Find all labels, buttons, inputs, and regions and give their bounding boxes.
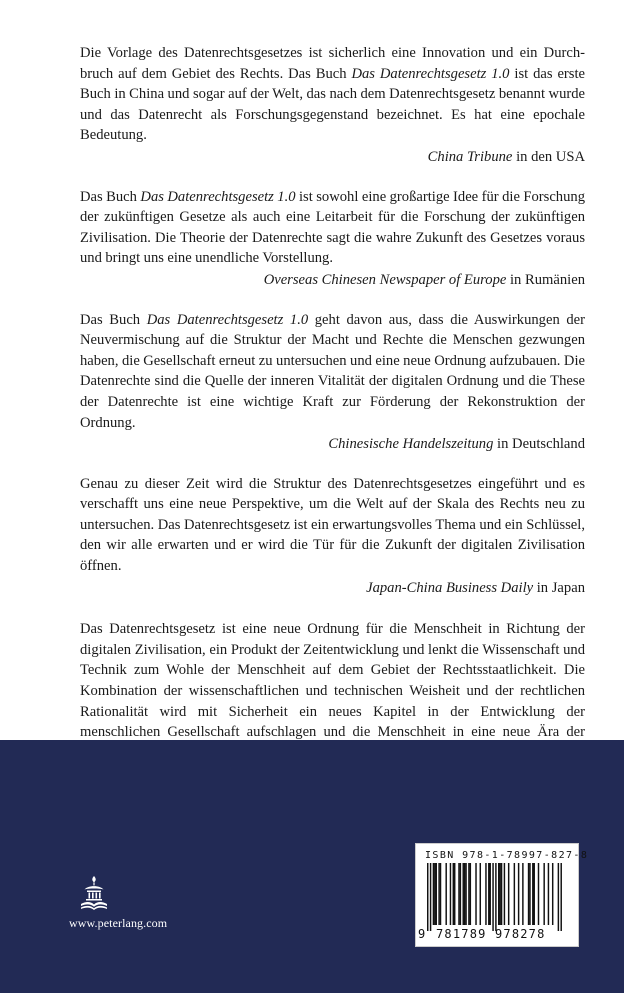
barcode-bar	[450, 863, 451, 925]
barcode-guard-bar	[558, 863, 559, 931]
review-quote: Die Vorlage des Datenrechtsgesetzes ist sicherlich eine Innovation und ein Durchbruch auf dem Gebiet des Rechts. Das Buch Das Datenrechtsgesetz 1.0 ist das erste Buch in China und sogar auf der Welt, das nach dem Datenrechtsgesetz benannt wurde und das Datenrecht als Forschungsgegenstand bezeichnet. Es hat eine epochale Bedeutung.	[80, 45, 585, 144]
barcode-bar	[489, 863, 490, 925]
barcode-bar	[440, 863, 441, 925]
barcode-bar	[504, 863, 505, 925]
barcode-guard-bar	[492, 863, 493, 931]
review-source-title: China Tribune	[427, 148, 513, 165]
website-url[interactable]: www.peterlang.com	[69, 916, 168, 930]
review-source	[80, 578, 585, 599]
barcode-bar	[522, 863, 523, 925]
review-quote: Das Buch Das Datenrechtsgesetz 1.0 ist sowohl eine großartige Idee für die Forschung der zukünftigen Gesetze als auch eine Leitarbeit für die Forschung der zukünftigen Zivilisation. Die Theorie der Datenrechte sagt die wahre Zukunft des Gesetzes voraus und bringt uns eine unendliche Vorstellung.	[80, 188, 585, 267]
barcode-bar	[468, 863, 469, 925]
review-quote: Genau zu dieser Zeit wird die Struktur des Datenrechtsgesetzes eingeführt und es verschafft uns eine neue Perspektive, um die Welt auf der Skala des Rechts neu zu untersuchen. Das Datenrechtsgesetz ist ein erwartungsvolles Thema und ein Schlüssel, den wir alle erwarten und er wird die Tür für die Zukunft der digitalen Zivilisation öffnen.	[80, 475, 585, 575]
barcode-bar	[465, 863, 466, 925]
barcode-bar	[438, 863, 439, 925]
barcode-bar	[454, 863, 455, 925]
review-block	[80, 474, 585, 599]
barcode-bar	[501, 863, 502, 925]
review-quote: Das Buch Das Datenrechtsgesetz 1.0 geht davon aus, dass die Auswirkungen der Neuvermischung auf die Struktur der Macht und Rechte die Menschen gezwungen haben, die Gesellschaft erneut zu untersuchen und eine neue Ordnung aufzubauen. Die Datenrechte sind die Quelle der inneren Vitalität der digitalen Ordnung und die These der Datenrechte ist eine wichtige Kraft zur Förderung der Rekonstruktion der Ordnung.	[80, 311, 585, 431]
barcode-bar	[470, 863, 471, 925]
barcode-guard-bar	[427, 863, 428, 931]
review-source-country: in den USA	[512, 148, 585, 165]
barcode-digits: 781789 978278	[436, 927, 546, 941]
barcode-bar	[543, 863, 544, 925]
review-quote: Das Datenrechtsgesetz ist eine neue Ordnung für die Menschheit in Richtung der digitalen Zivilisation, ein Produkt der Zeitentwicklung und lenkt die Wissenschaft und Technik zum Wohle der Menschheit auf dem Gebiet der Rechtsstaatlichkeit. Die Kombination der wissenschaftlichen und technischen Weisheit und der rechtlichen Rationalität wird mit Sicherheit ein neues Kapitel in der Entwicklung der menschlichen Gesellschaft aufschlagen und die Menschheit in eine neue Ära der	[80, 621, 585, 741]
reviews-section	[80, 43, 585, 804]
barcode-bar	[508, 863, 509, 925]
isbn-barcode	[415, 843, 589, 947]
barcode-bars	[427, 863, 571, 931]
barcode-bar	[552, 863, 553, 925]
barcode-bar	[485, 863, 486, 925]
barcode-guard-bar	[430, 863, 431, 931]
barcode-bar	[499, 863, 500, 925]
barcode-bar	[534, 863, 535, 925]
barcode-bar	[528, 863, 529, 925]
barcode-bar	[532, 863, 533, 925]
peter-lang-logo-icon	[80, 875, 108, 913]
review-source-title: Japan-China Business Daily	[366, 579, 534, 596]
barcode-bar	[463, 863, 464, 925]
review-block	[80, 310, 585, 455]
review-source	[80, 434, 585, 455]
review-block	[80, 187, 585, 291]
barcode-bar	[436, 863, 437, 925]
review-source	[80, 270, 585, 291]
review-source-country: in Japan	[533, 579, 585, 596]
barcode-bar	[434, 863, 435, 925]
barcode-first-digit: 9	[418, 927, 426, 941]
barcode-bar	[458, 863, 459, 925]
isbn-label: ISBN 978-1-78997-827-8	[425, 850, 589, 861]
review-source-title: Chinesische Handelszeitung	[328, 436, 494, 453]
barcode-bar	[464, 863, 465, 925]
barcode-guard-bar	[560, 863, 561, 931]
review-source	[80, 147, 585, 168]
barcode-bar	[475, 863, 476, 925]
barcode-bar	[480, 863, 481, 925]
barcode-bar	[488, 863, 489, 925]
review-source-title: Overseas Chinesen Newspaper of Europe	[263, 271, 507, 288]
barcode-guard-bar	[495, 863, 496, 931]
barcode-bar	[453, 863, 454, 925]
barcode-bar	[529, 863, 530, 925]
barcode-bar	[498, 863, 499, 925]
barcode-bar	[514, 863, 515, 925]
review-source-country: in Rumänien	[506, 271, 585, 288]
barcode-bar	[433, 863, 434, 925]
barcode-bar	[518, 863, 519, 925]
barcode-bar	[460, 863, 461, 925]
review-block	[80, 43, 585, 168]
barcode-bar	[445, 863, 446, 925]
barcode-bar	[538, 863, 539, 925]
review-source-country: in Deutschland	[493, 436, 585, 453]
barcode-bar	[548, 863, 549, 925]
